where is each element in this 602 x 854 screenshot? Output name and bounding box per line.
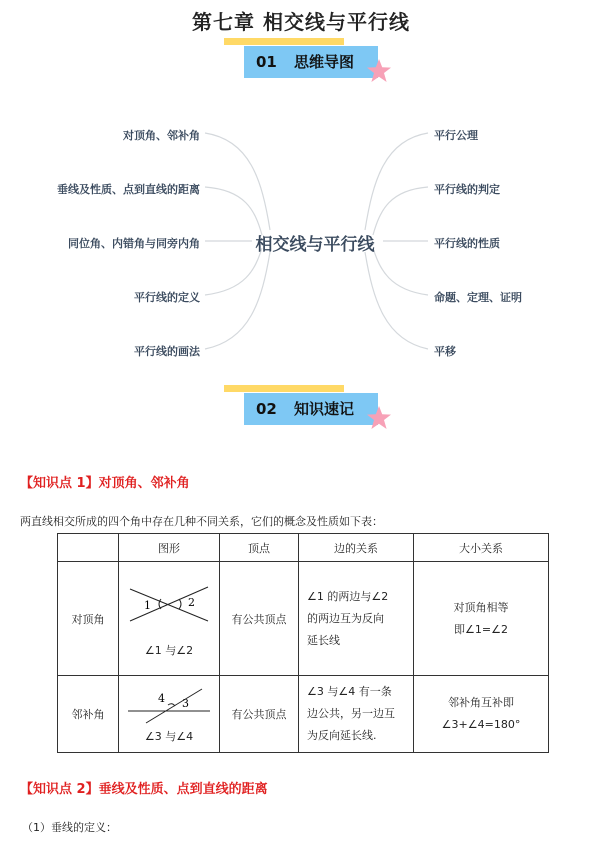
edge-relation-cell xyxy=(299,562,414,676)
figure-cell xyxy=(119,676,220,753)
edge-line: 的两边互为反向 xyxy=(307,611,384,625)
table-header-row xyxy=(58,534,549,562)
edge-line: ∠3 与∠4 有一条 xyxy=(307,685,392,698)
table-header-cell: 图形 xyxy=(119,534,220,562)
intro-text: 两直线相交所成的四个角中存在几种不同关系，它们的概念及性质如下表： xyxy=(20,515,383,528)
connector-left-4 xyxy=(205,248,262,295)
size-relation-cell xyxy=(414,676,549,753)
size-relation-cell xyxy=(414,562,549,676)
mindmap-right-item: 平行线的判定 xyxy=(434,183,500,196)
figure-caption: ∠1 与∠2 xyxy=(144,644,194,657)
mindmap-center-topic: 相交线与平行线 xyxy=(255,235,375,255)
edge-line: 边公共，另一边互 xyxy=(307,707,395,720)
section-banner-mindmap xyxy=(224,38,390,84)
connector-right-5 xyxy=(365,252,428,349)
table-row xyxy=(58,562,549,676)
size-line: ∠3+∠4=180° xyxy=(441,718,521,731)
figure-cell xyxy=(119,562,220,676)
edge-line: ∠1 的两边与∠2 xyxy=(307,589,389,603)
angle-label: 1 xyxy=(144,599,151,612)
section-banner-knowledge xyxy=(224,385,390,431)
connector-right-2 xyxy=(373,187,428,235)
banner-number: 01 xyxy=(256,53,277,71)
mindmap-right-item: 命题、定理、证明 xyxy=(434,291,522,304)
connector-right-1 xyxy=(365,133,428,230)
banner-number: 02 xyxy=(256,400,277,418)
adjacent-angles-figure xyxy=(124,685,214,725)
knowledge-point-2-heading: 【知识点 2】垂线及性质、点到直线的距离 xyxy=(20,782,268,797)
mindmap-left-item: 垂线及性质、点到直线的距离 xyxy=(57,183,200,196)
table-row xyxy=(58,676,549,753)
angle-label: 4 xyxy=(158,691,165,705)
row-name: 对顶角 xyxy=(58,562,119,676)
connector-left-1 xyxy=(205,133,270,230)
banner-label: 思维导图 xyxy=(294,53,355,71)
mindmap-left-item: 平行线的画法 xyxy=(134,345,200,358)
banner-label: 知识速记 xyxy=(294,400,355,418)
definition-heading: （1）垂线的定义： xyxy=(22,821,117,834)
banner-yellow-bar xyxy=(224,38,344,45)
banner-yellow-bar xyxy=(224,385,344,392)
chapter-title: 第七章 相交线与平行线 xyxy=(192,10,410,34)
connector-left-2 xyxy=(205,187,262,235)
table-header-cell: 大小关系 xyxy=(414,534,549,562)
banner-text xyxy=(244,46,378,78)
edge-relation-cell xyxy=(299,676,414,753)
size-line: 邻补角互补即 xyxy=(448,696,514,709)
row-name: 邻补角 xyxy=(58,676,119,753)
angle-relations-table xyxy=(57,533,549,753)
mindmap-left-item: 平行线的定义 xyxy=(134,291,200,304)
vertical-angles-figure xyxy=(124,579,214,639)
table-header-cell xyxy=(58,534,119,562)
connector-right-4 xyxy=(373,248,428,295)
edge-line: 为反向延长线. xyxy=(307,729,377,742)
knowledge-point-1-heading: 【知识点 1】对顶角、邻补角 xyxy=(20,476,190,491)
vertex-cell: 有公共顶点 xyxy=(220,562,299,676)
edge-line: 延长线 xyxy=(307,633,340,647)
size-line: 即∠1=∠2 xyxy=(454,622,508,636)
size-line: 对顶角相等 xyxy=(453,600,509,614)
angle-label: 3 xyxy=(182,696,189,710)
mindmap-right-item: 平行线的性质 xyxy=(434,237,500,250)
vertex-cell: 有公共顶点 xyxy=(220,676,299,753)
table-header-cell: 边的关系 xyxy=(299,534,414,562)
mindmap-right-item: 平行公理 xyxy=(434,129,478,142)
mindmap-left-item: 对顶角、邻补角 xyxy=(123,129,200,142)
table-header-cell: 顶点 xyxy=(220,534,299,562)
star-icon xyxy=(366,405,392,431)
mindmap-right-item: 平移 xyxy=(434,345,456,358)
banner-text xyxy=(244,393,378,425)
mindmap-left-item: 同位角、内错角与同旁内角 xyxy=(68,237,200,250)
figure-caption: ∠3 与∠4 xyxy=(144,729,194,743)
angle-label: 2 xyxy=(188,596,195,609)
connector-left-5 xyxy=(205,252,270,349)
star-icon xyxy=(366,58,392,84)
